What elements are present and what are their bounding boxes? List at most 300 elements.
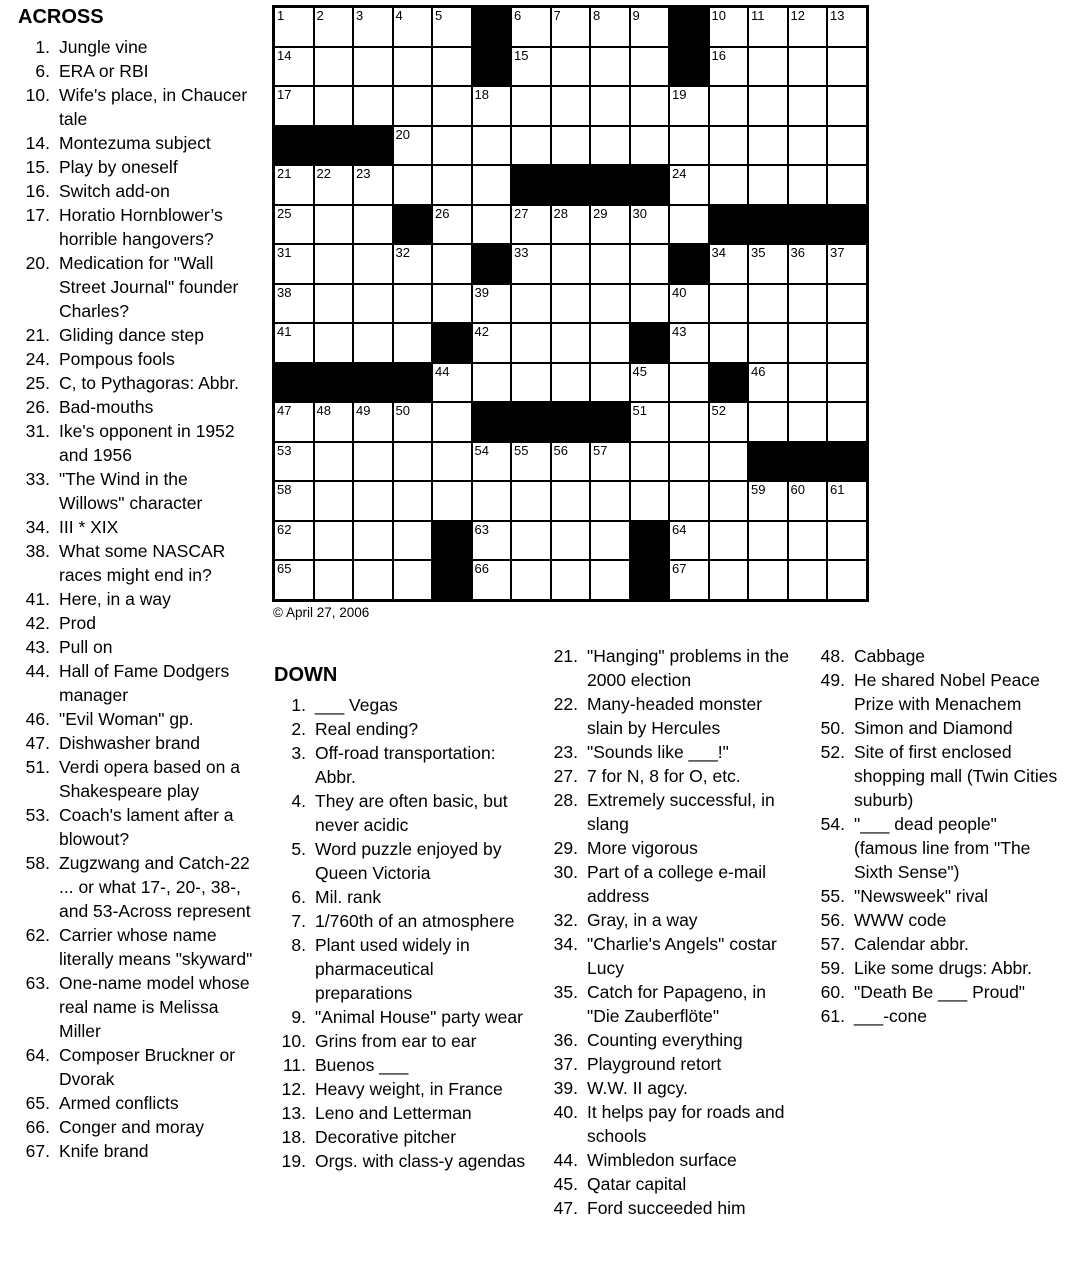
clue-text: Grins from ear to ear [315,1031,477,1051]
grid-cell[interactable] [511,47,551,87]
grid-cell[interactable] [788,165,828,205]
grid-cell[interactable] [511,442,551,482]
clue-number: 60. [820,982,845,1002]
cell-number: 11 [751,8,765,23]
grid-cell[interactable] [669,521,709,561]
grid-cell[interactable] [748,284,788,324]
black-cell [393,363,433,403]
grid-cell[interactable] [590,205,630,245]
grid-cell[interactable] [630,86,670,126]
grid-cell[interactable] [709,244,749,284]
grid-cell[interactable] [709,402,749,442]
grid-cell[interactable] [709,86,749,126]
grid-cell[interactable] [314,402,354,442]
grid-cell[interactable] [590,363,630,403]
cell-number: 67 [672,561,687,576]
grid-cell[interactable] [630,47,670,87]
grid-cell[interactable] [669,481,709,521]
clue-number: 4. [291,791,306,811]
grid-cell[interactable] [669,363,709,403]
cell-number: 10 [711,8,726,23]
grid-cell[interactable] [709,47,749,87]
grid-cell[interactable] [551,126,591,166]
down-clue-list-1 [274,693,526,1173]
grid-cell[interactable] [274,521,314,561]
grid-cell[interactable] [274,86,314,126]
grid-cell[interactable] [472,86,512,126]
grid-cell[interactable] [314,560,354,600]
grid-row [274,363,868,403]
black-cell [393,205,433,245]
grid-cell[interactable] [827,244,867,284]
down-section-column-2 [546,644,802,1220]
black-cell [432,323,472,363]
cell-number: 41 [277,324,292,339]
grid-cell[interactable] [353,284,393,324]
grid-cell[interactable] [748,481,788,521]
grid-cell[interactable] [748,363,788,403]
grid-cell[interactable] [393,323,433,363]
grid-cell[interactable] [551,7,591,47]
grid-cell[interactable] [590,284,630,324]
grid-cell[interactable] [709,165,749,205]
grid-cell[interactable] [353,402,393,442]
grid-cell[interactable] [551,244,591,284]
grid-row [274,205,868,245]
grid-cell[interactable] [630,363,670,403]
grid-cell[interactable] [551,442,591,482]
clue-text: He shared Nobel Peace Prize with Menachem [854,670,1040,714]
clue-text: "Newsweek" rival [854,886,988,906]
grid-cell[interactable] [709,560,749,600]
grid-cell[interactable] [393,126,433,166]
clue-number: 43. [25,637,50,657]
grid-cell[interactable] [432,126,472,166]
across-clue-43 [18,635,258,659]
grid-cell[interactable] [669,560,709,600]
black-cell [511,402,551,442]
grid-cell[interactable] [788,47,828,87]
clue-number: 29. [553,838,578,858]
cell-number: 54 [474,442,489,458]
grid-cell[interactable] [472,126,512,166]
grid-cell[interactable] [393,7,433,47]
grid-cell[interactable] [274,205,314,245]
black-cell [353,363,393,403]
grid-cell[interactable] [709,7,749,47]
grid-cell[interactable] [827,560,867,600]
cell-number: 26 [435,205,450,221]
clue-text: Part of a college e-mail address [587,862,766,906]
grid-cell[interactable] [511,205,551,245]
across-clue-38 [18,539,258,587]
clue-number: 21. [553,646,578,666]
cell-number: 36 [790,245,805,260]
grid-cell[interactable] [511,560,551,600]
grid-row [274,7,868,47]
grid-cell[interactable] [630,126,670,166]
grid-cell[interactable] [393,284,433,324]
grid-cell[interactable] [511,323,551,363]
grid-cell[interactable] [353,323,393,363]
grid-cell[interactable] [551,521,591,561]
clue-text: Conger and moray [59,1117,204,1137]
clue-number: 21. [25,325,50,345]
grid-cell[interactable] [393,442,433,482]
grid-cell[interactable] [590,47,630,87]
grid-cell[interactable] [511,7,551,47]
grid-cell[interactable] [472,284,512,324]
across-clue-17 [18,203,258,251]
grid-cell[interactable] [274,7,314,47]
grid-cell[interactable] [314,521,354,561]
across-clue-10 [18,83,258,131]
down-clue-34 [546,932,802,980]
grid-cell[interactable] [827,402,867,442]
grid-cell[interactable] [274,323,314,363]
across-clue-1 [18,35,258,59]
grid-cell[interactable] [748,7,788,47]
clue-text: "Sounds like ___!" [587,742,729,762]
clue-number: 62. [25,925,50,945]
black-cell [432,560,472,600]
clue-number: 6. [35,61,50,81]
grid-cell[interactable] [709,126,749,166]
grid-cell[interactable] [353,481,393,521]
grid-cell[interactable] [274,402,314,442]
grid-cell[interactable] [709,481,749,521]
grid-cell[interactable] [432,402,472,442]
grid-cell[interactable] [353,7,393,47]
down-clue-3 [274,741,526,789]
black-cell [472,244,512,284]
down-clue-35 [546,980,802,1028]
grid-cell[interactable] [314,244,354,284]
grid-cell[interactable] [472,560,512,600]
grid-cell[interactable] [551,205,591,245]
grid-cell[interactable] [590,481,630,521]
black-cell [630,165,670,205]
clue-number: 57. [820,934,845,954]
black-cell [274,363,314,403]
grid-cell[interactable] [551,86,591,126]
grid-cell[interactable] [511,244,551,284]
clue-text: Site of first enclosed shopping mall (Twin Cities suburb) [854,742,1058,810]
across-clue-24 [18,347,258,371]
grid-cell[interactable] [314,442,354,482]
clue-number: 30. [553,862,578,882]
black-cell [788,442,828,482]
down-clue-6 [274,885,526,909]
grid-cell[interactable] [788,323,828,363]
grid-cell[interactable] [551,47,591,87]
grid-cell[interactable] [511,363,551,403]
grid-cell[interactable] [393,481,433,521]
grid-cell[interactable] [432,7,472,47]
grid-cell[interactable] [551,560,591,600]
grid-cell[interactable] [472,521,512,561]
across-clue-41 [18,587,258,611]
grid-cell[interactable] [748,402,788,442]
grid-cell[interactable] [511,521,551,561]
clue-text: Gliding dance step [59,325,204,345]
clue-text: Off-road transportation: Abbr. [315,743,496,787]
grid-cell[interactable] [669,205,709,245]
grid-cell[interactable] [788,521,828,561]
grid-cell[interactable] [630,284,670,324]
down-clue-48 [813,644,1063,668]
grid-cell[interactable] [274,481,314,521]
cell-number: 4 [395,8,403,23]
grid-cell[interactable] [432,363,472,403]
grid-cell[interactable] [827,165,867,205]
clue-text: They are often basic, but never acidic [315,791,508,835]
grid-cell[interactable] [748,47,788,87]
black-cell [551,165,591,205]
down-clue-47 [546,1196,802,1220]
grid-cell[interactable] [669,126,709,166]
black-cell [709,363,749,403]
down-clue-30 [546,860,802,908]
grid-cell[interactable] [590,442,630,482]
grid-cell[interactable] [314,284,354,324]
grid-cell[interactable] [590,560,630,600]
grid-cell[interactable] [432,284,472,324]
grid-cell[interactable] [669,86,709,126]
grid-cell[interactable] [314,481,354,521]
grid-cell[interactable] [827,363,867,403]
clue-number: 66. [25,1117,50,1137]
clue-text: Many-headed monster slain by Hercules [587,694,763,738]
clue-number: 54. [820,814,845,834]
grid-cell[interactable] [590,323,630,363]
grid-cell[interactable] [472,363,512,403]
down-clue-56 [813,908,1063,932]
grid-cell[interactable] [314,47,354,87]
grid-cell[interactable] [709,521,749,561]
grid-cell[interactable] [788,7,828,47]
cell-number: 55 [514,442,529,458]
grid-cell[interactable] [669,442,709,482]
clue-number: 22. [553,694,578,714]
grid-row [274,126,868,166]
grid-cell[interactable] [709,442,749,482]
grid-cell[interactable] [472,323,512,363]
cell-number: 50 [395,403,410,418]
down-clue-40 [546,1100,802,1148]
grid-cell[interactable] [393,86,433,126]
down-clue-18 [274,1125,526,1149]
cell-number: 44 [435,363,450,379]
grid-cell[interactable] [827,47,867,87]
grid-row [274,165,868,205]
grid-cell[interactable] [472,442,512,482]
grid-cell[interactable] [314,205,354,245]
grid-cell[interactable] [314,86,354,126]
down-clue-9 [274,1005,526,1029]
clue-number: 36. [553,1030,578,1050]
grid-cell[interactable] [511,126,551,166]
clue-number: 23. [553,742,578,762]
down-heading: DOWN [274,664,338,686]
clue-text: Wimbledon surface [587,1150,737,1170]
clue-number: 33. [25,469,50,489]
grid-cell[interactable] [827,323,867,363]
black-cell [709,205,749,245]
cell-number: 31 [277,245,292,260]
grid-cell[interactable] [314,165,354,205]
grid-cell[interactable] [432,481,472,521]
grid-cell[interactable] [432,165,472,205]
grid-cell[interactable] [274,560,314,600]
black-cell [630,521,670,561]
grid-cell[interactable] [590,7,630,47]
clue-text: What some NASCAR races might end in? [59,541,226,585]
grid-cell[interactable] [669,284,709,324]
grid-cell[interactable] [314,323,354,363]
grid-cell[interactable] [393,402,433,442]
grid-cell[interactable] [827,521,867,561]
grid-row [274,481,868,521]
grid-cell[interactable] [590,521,630,561]
grid-cell[interactable] [827,86,867,126]
grid-cell[interactable] [788,284,828,324]
clue-text: Orgs. with class-y agendas [315,1151,526,1171]
black-cell [630,560,670,600]
grid-cell[interactable] [788,126,828,166]
grid-cell[interactable] [353,244,393,284]
grid-cell[interactable] [511,284,551,324]
grid-cell[interactable] [669,402,709,442]
clue-text: Wife's place, in Chaucer tale [59,85,248,129]
grid-cell[interactable] [432,205,472,245]
clue-text: Bad-mouths [59,397,154,417]
grid-cell[interactable] [630,402,670,442]
black-cell [274,126,314,166]
grid-cell[interactable] [314,7,354,47]
grid-cell[interactable] [669,165,709,205]
grid-cell[interactable] [472,205,512,245]
grid-cell[interactable] [748,560,788,600]
clue-number: 56. [820,910,845,930]
grid-cell[interactable] [274,284,314,324]
grid-cell[interactable] [274,244,314,284]
grid-cell[interactable] [432,47,472,87]
grid-cell[interactable] [788,86,828,126]
grid-cell[interactable] [353,205,393,245]
across-clue-21 [18,323,258,347]
grid-cell[interactable] [827,126,867,166]
black-cell [827,205,867,245]
grid-cell[interactable] [511,481,551,521]
grid-cell[interactable] [393,521,433,561]
cell-number: 19 [672,87,687,102]
grid-cell[interactable] [788,402,828,442]
grid-cell[interactable] [630,205,670,245]
grid-cell[interactable] [827,7,867,47]
grid-cell[interactable] [551,363,591,403]
black-cell [788,205,828,245]
grid-cell[interactable] [353,47,393,87]
grid-cell[interactable] [630,7,670,47]
clue-text: Buenos ___ [315,1055,409,1075]
clue-text: C, to Pythagoras: Abbr. [59,373,239,393]
across-clue-6 [18,59,258,83]
clue-number: 46. [25,709,50,729]
grid-cell[interactable] [709,323,749,363]
grid-cell[interactable] [788,244,828,284]
cell-number: 65 [277,561,292,576]
grid-cell[interactable] [353,521,393,561]
grid-cell[interactable] [827,284,867,324]
grid-cell[interactable] [788,481,828,521]
across-section [18,6,258,1163]
clue-text: Leno and Letterman [315,1103,472,1123]
grid-cell[interactable] [353,165,393,205]
grid-cell[interactable] [472,481,512,521]
grid-cell[interactable] [511,86,551,126]
grid-cell[interactable] [709,284,749,324]
grid-cell[interactable] [393,560,433,600]
down-clue-45 [546,1172,802,1196]
grid-cell[interactable] [630,442,670,482]
grid-cell[interactable] [748,244,788,284]
grid-cell[interactable] [551,481,591,521]
grid-cell[interactable] [432,244,472,284]
grid-cell[interactable] [432,86,472,126]
grid-cell[interactable] [748,86,788,126]
grid-cell[interactable] [393,244,433,284]
grid-cell[interactable] [788,363,828,403]
grid-cell[interactable] [630,244,670,284]
grid-cell[interactable] [353,442,393,482]
grid-cell[interactable] [748,126,788,166]
clue-number: 19. [281,1151,306,1171]
grid-cell[interactable] [590,86,630,126]
grid-cell[interactable] [748,323,788,363]
grid-cell[interactable] [590,126,630,166]
grid-cell[interactable] [788,560,828,600]
grid-cell[interactable] [748,521,788,561]
grid-cell[interactable] [630,481,670,521]
grid-cell[interactable] [551,284,591,324]
grid-cell[interactable] [748,165,788,205]
grid-cell[interactable] [274,442,314,482]
grid-cell[interactable] [551,323,591,363]
clue-number: 31. [25,421,50,441]
grid-cell[interactable] [274,47,314,87]
grid-cell[interactable] [827,481,867,521]
cell-number: 51 [632,403,647,418]
grid-cell[interactable] [353,560,393,600]
clue-number: 13. [281,1103,306,1123]
cell-number: 18 [474,87,489,102]
grid-cell[interactable] [472,165,512,205]
black-cell [748,442,788,482]
grid-cell[interactable] [669,323,709,363]
grid-cell[interactable] [353,86,393,126]
grid-cell[interactable] [432,442,472,482]
across-clue-26 [18,395,258,419]
down-clue-36 [546,1028,802,1052]
grid-cell[interactable] [274,165,314,205]
across-clue-58 [18,851,258,923]
grid-cell[interactable] [393,165,433,205]
clue-text: Simon and Diamond [854,718,1013,738]
crossword-grid[interactable] [272,5,869,602]
grid-cell[interactable] [393,47,433,87]
grid-cell[interactable] [590,244,630,284]
